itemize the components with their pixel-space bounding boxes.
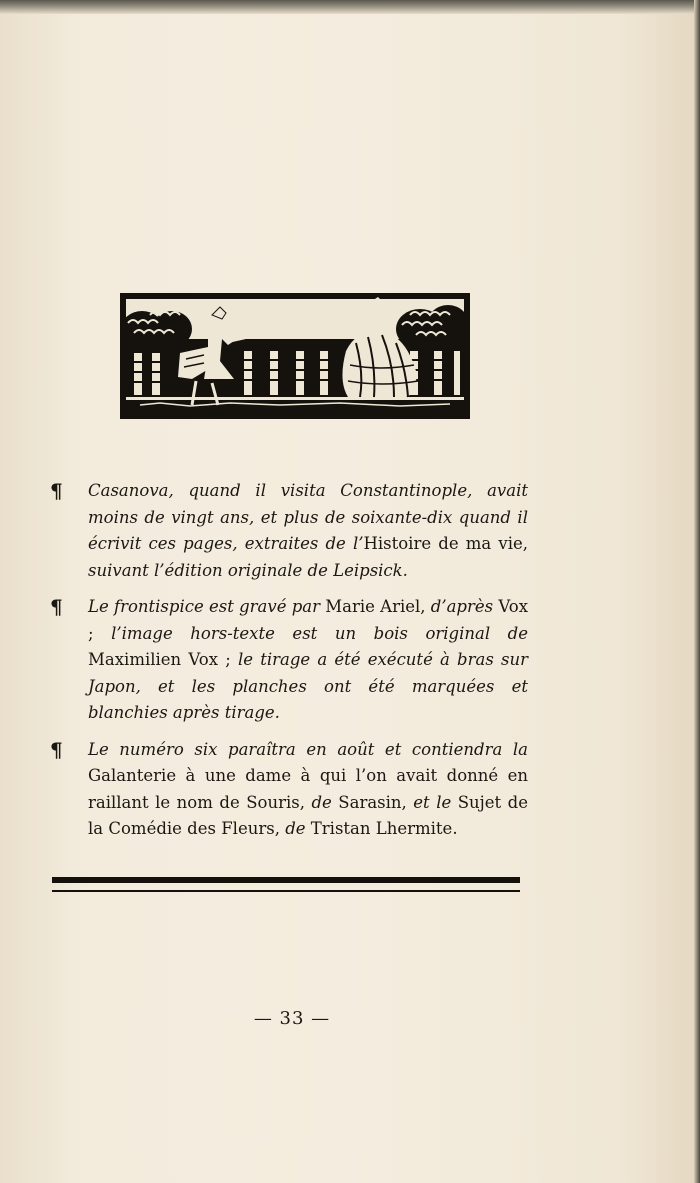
text-segment: , xyxy=(522,534,528,553)
text-segment: d’après xyxy=(430,597,499,616)
pilcrow-icon: ¶ xyxy=(50,479,63,503)
text-segment: le tirage a été exécuté à bras sur Japon, et les planches ont été marquées et blanchies après tirage. xyxy=(88,650,528,722)
text-segment: Vox xyxy=(498,597,528,616)
text-segment: Sarasin xyxy=(338,792,402,812)
paragraph-numero-six xyxy=(50,737,528,843)
text-segment: de xyxy=(285,819,311,838)
woodcut-vignette xyxy=(120,293,470,419)
divider-rule-thick xyxy=(52,877,520,883)
text-segment: Casanova, quand il visita Constantinople, avait moins de vingt ans, et plus de soixante-dix quand il écrivit ces pages, extraites de l’ xyxy=(88,481,528,553)
pilcrow-icon: ¶ xyxy=(50,737,63,762)
text-segment: Galanterie à une dame à qui l’on avait donné en raillant le nom de Souris xyxy=(88,766,528,812)
text-segment: Marie Ariel xyxy=(325,597,421,616)
text-segment: ; xyxy=(218,650,238,669)
text-segment: ; xyxy=(88,623,112,643)
text-segment: . xyxy=(452,819,458,838)
text-segment: , xyxy=(274,819,286,838)
pilcrow-icon: ¶ xyxy=(50,595,63,619)
divider-rule-thin xyxy=(52,890,520,892)
text-segment: Sujet de la Comédie des Fleurs xyxy=(88,792,528,838)
text-segment: Le numéro six paraîtra en août et contiendra la xyxy=(88,739,528,759)
text-segment: , xyxy=(401,792,414,812)
text-segment: , xyxy=(420,597,431,616)
paragraph-casanova xyxy=(50,478,528,584)
text-segment: Histoire de ma vie xyxy=(363,534,523,553)
colophon-text xyxy=(50,478,528,853)
page-number: — 33 — xyxy=(253,1008,331,1029)
page-right-edge-shadow xyxy=(694,0,700,1183)
text-segment: , xyxy=(299,792,312,812)
text-segment: et le xyxy=(413,792,458,812)
text-segment: l’image hors-texte est un bois original de xyxy=(111,623,529,643)
text-segment: suivant l’édition originale de Leipsick. xyxy=(88,560,408,580)
text-segment: de xyxy=(311,792,339,812)
text-segment: Le frontispice est gravé par xyxy=(88,597,326,616)
paragraph-frontispice xyxy=(50,594,528,727)
text-segment: Tristan Lhermite xyxy=(310,819,453,838)
text-segment: Maximilien Vox xyxy=(88,650,219,669)
page-top-edge-shadow xyxy=(0,0,700,14)
